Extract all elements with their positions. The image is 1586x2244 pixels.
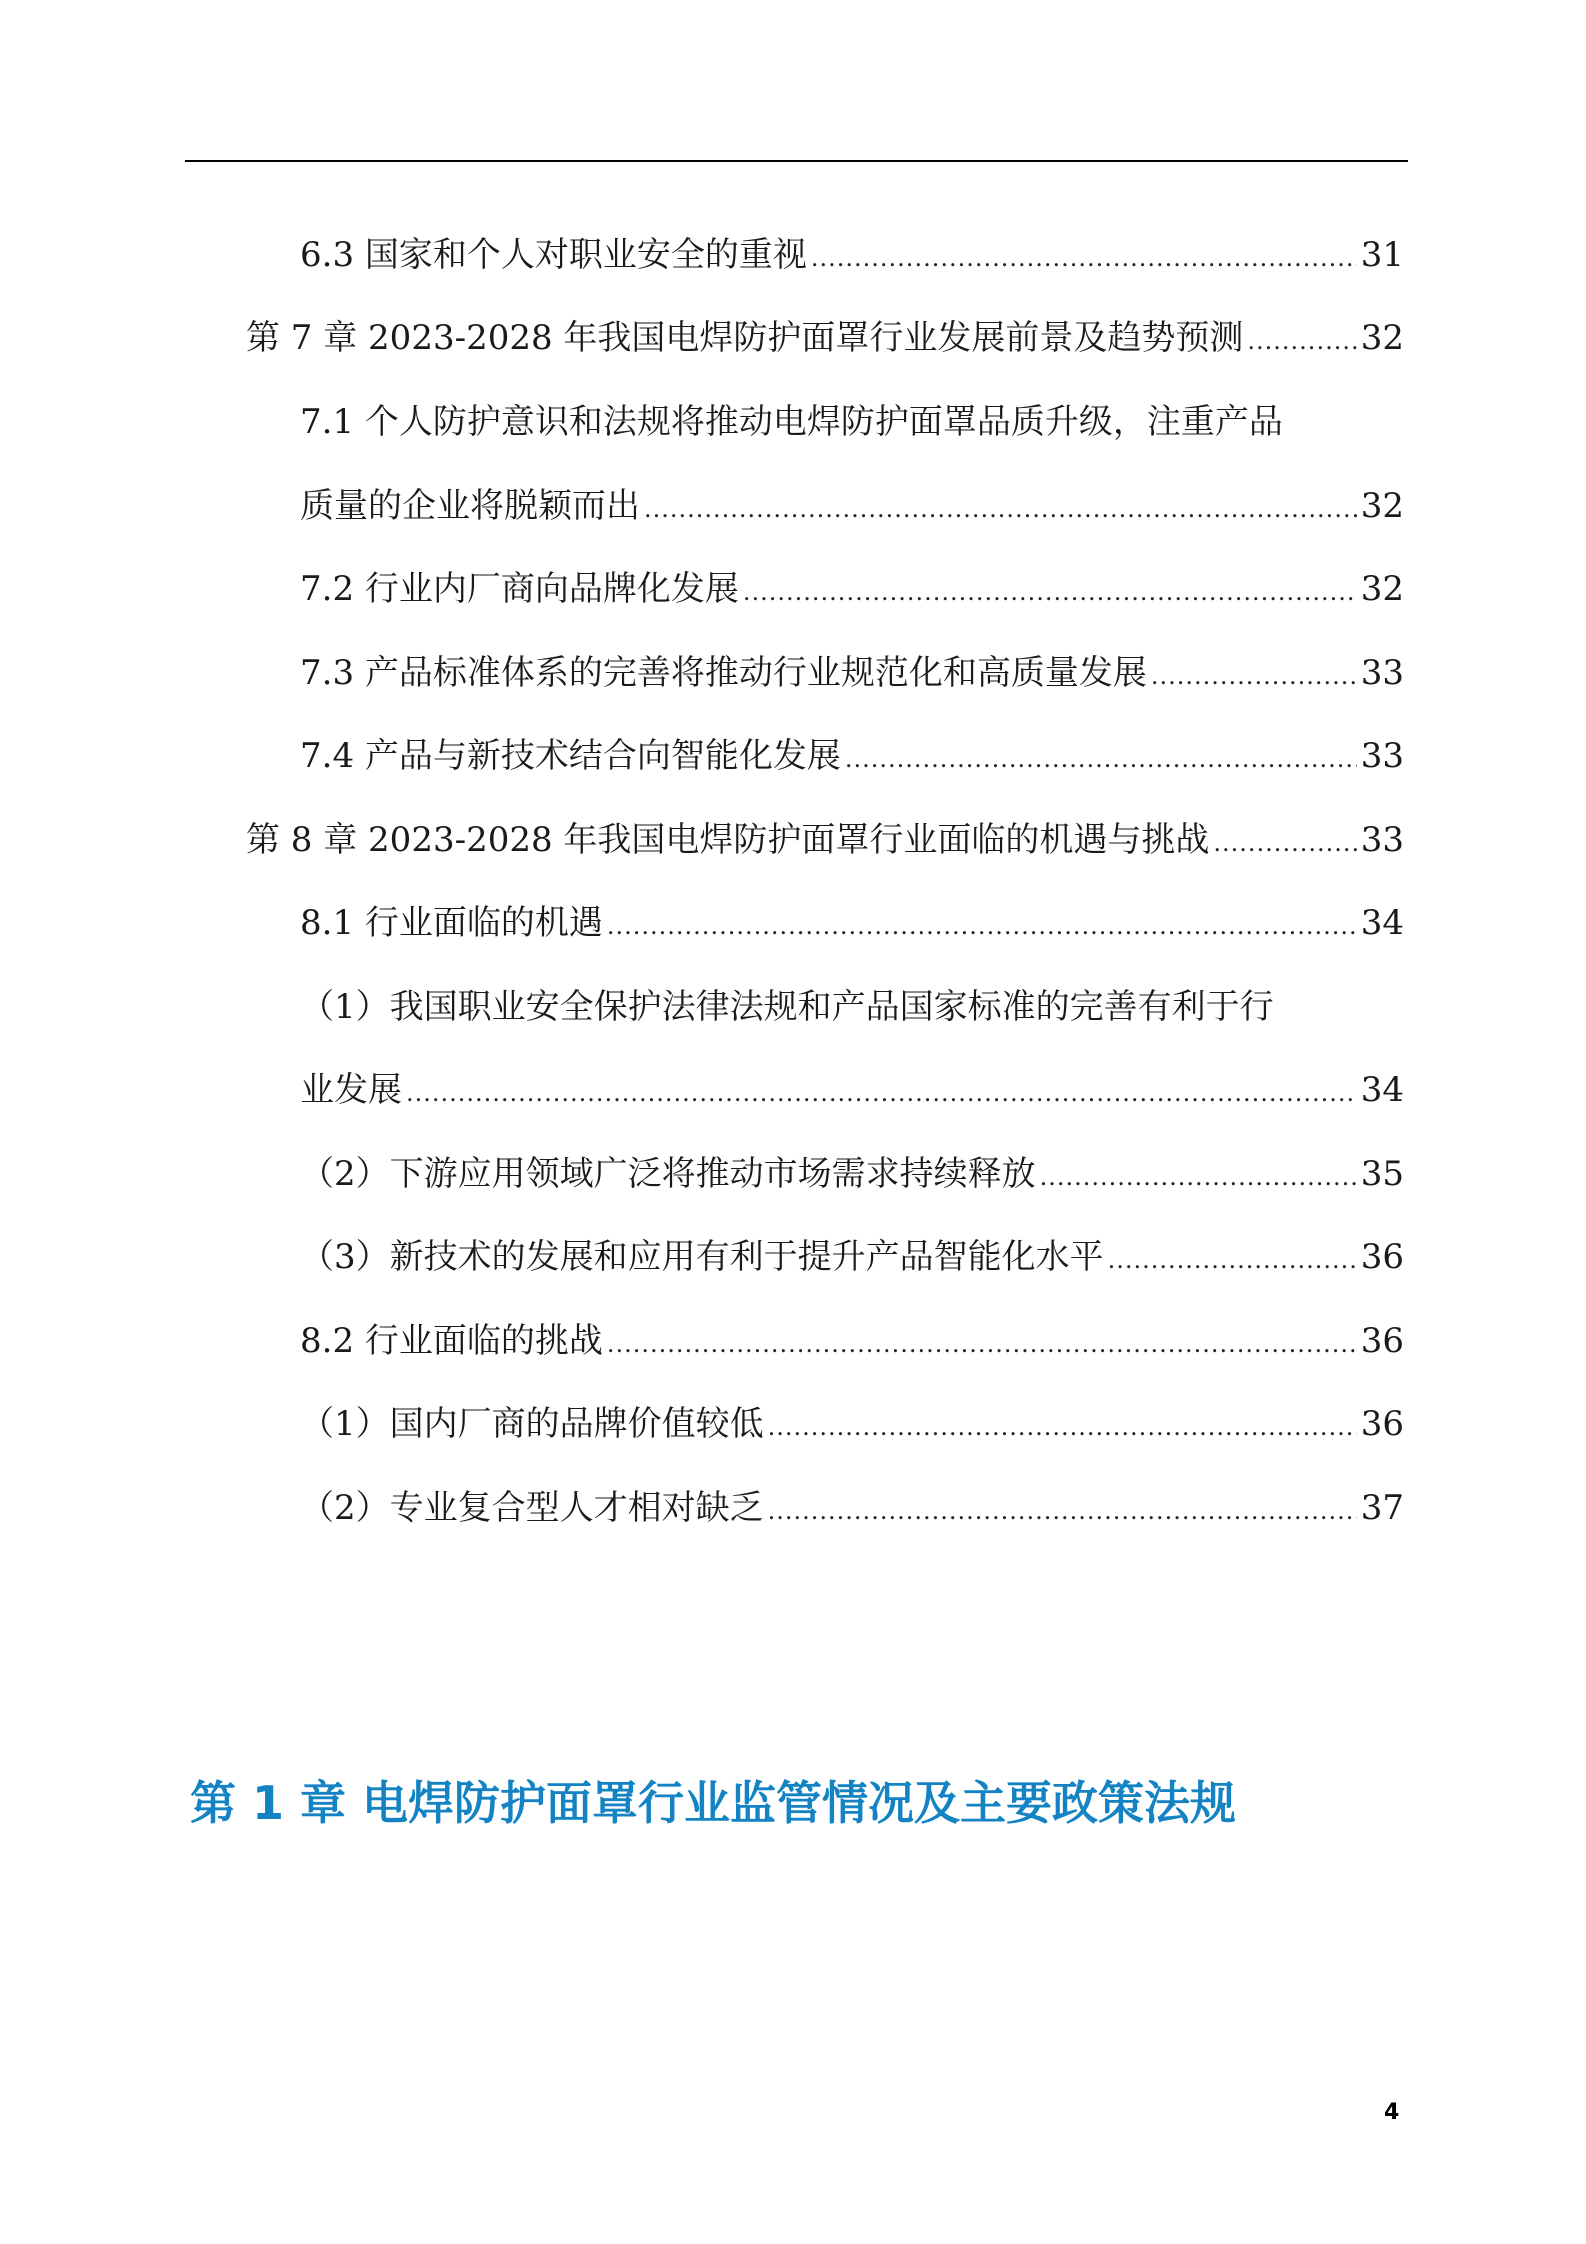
toc-leader-dots <box>811 228 1357 288</box>
toc-leader-dots <box>1247 311 1356 371</box>
toc-entry-8-2[interactable] <box>300 1311 1404 1371</box>
toc-entry-title: 7.2 行业内厂商向品牌化发展 <box>300 569 739 609</box>
toc-leader-dots <box>768 1397 1357 1457</box>
toc-entry-7-1-line1[interactable]: 7.1 个人防护意识和法规将推动电焊防护面罩品质升级，注重产品 <box>300 402 1283 442</box>
toc-entry-title: 质量的企业将脱颖而出 <box>300 486 640 526</box>
toc-leader-dots <box>1040 1147 1357 1207</box>
toc-entry-chapter-8[interactable] <box>246 810 1404 870</box>
toc-entry-title: （2）专业复合型人才相对缺乏 <box>300 1488 764 1528</box>
toc-leader-dots <box>768 1481 1357 1541</box>
toc-page-number: 33 <box>1360 820 1404 860</box>
toc-entry-8-1-1-line2[interactable] <box>300 1060 1404 1120</box>
toc-entry-6-3[interactable] <box>300 225 1404 285</box>
toc-page-number: 37 <box>1360 1488 1404 1528</box>
toc-entry-8-2-1[interactable] <box>300 1394 1404 1454</box>
toc-entry-7-3[interactable] <box>300 643 1404 703</box>
toc-entry-title: （2）下游应用领域广泛将推动市场需求持续释放 <box>300 1154 1036 1194</box>
toc-leader-dots <box>607 896 1357 956</box>
toc-entry-7-4[interactable] <box>300 726 1404 786</box>
toc-page-number: 33 <box>1360 653 1404 693</box>
toc-page-number: 34 <box>1360 1070 1404 1110</box>
toc-page-number: 32 <box>1360 318 1404 358</box>
toc-page-number: 36 <box>1360 1404 1404 1444</box>
toc-leader-dots <box>845 729 1357 789</box>
toc-page-number: 32 <box>1360 486 1404 526</box>
toc-page-number: 36 <box>1360 1237 1404 1277</box>
toc-entry-7-1-line2[interactable] <box>300 476 1404 536</box>
toc-entry-title: 第 8 章 2023-2028 年我国电焊防护面罩行业面临的机遇与挑战 <box>246 820 1210 860</box>
toc-entry-chapter-7[interactable] <box>246 308 1404 368</box>
toc-page-number: 33 <box>1360 736 1404 776</box>
chapter-heading: 第 1 章 电焊防护面罩行业监管情况及主要政策法规 <box>190 1776 1237 1830</box>
toc-leader-dots <box>1108 1230 1357 1290</box>
toc-entry-title: 8.2 行业面临的挑战 <box>300 1321 603 1361</box>
toc-page-number: 34 <box>1360 903 1404 943</box>
toc-page-number: 36 <box>1360 1321 1404 1361</box>
toc-entry-8-2-2[interactable] <box>300 1478 1404 1538</box>
toc-page-number: 35 <box>1360 1154 1404 1194</box>
toc-page-number: 32 <box>1360 569 1404 609</box>
toc-page-number: 31 <box>1360 235 1404 275</box>
toc-entry-8-1[interactable] <box>300 893 1404 953</box>
toc-leader-dots <box>607 1314 1357 1374</box>
toc-entry-title: 7.3 产品标准体系的完善将推动行业规范化和高质量发展 <box>300 653 1147 693</box>
toc-entry-title: 8.1 行业面临的机遇 <box>300 903 603 943</box>
toc-entry-title: 6.3 国家和个人对职业安全的重视 <box>300 235 807 275</box>
toc-entry-title: 业发展 <box>300 1070 402 1110</box>
toc-entry-title: （1）国内厂商的品牌价值较低 <box>300 1404 764 1444</box>
toc-leader-dots <box>743 562 1357 622</box>
toc-entry-title: （3）新技术的发展和应用有利于提升产品智能化水平 <box>300 1237 1104 1277</box>
toc-leader-dots <box>1213 813 1356 873</box>
toc-entry-title: 第 7 章 2023-2028 年我国电焊防护面罩行业发展前景及趋势预测 <box>246 318 1244 358</box>
toc-entry-title: 7.4 产品与新技术结合向智能化发展 <box>300 736 841 776</box>
toc-leader-dots <box>644 479 1357 539</box>
toc-entry-7-2[interactable] <box>300 559 1404 619</box>
toc-entry-8-1-1-line1[interactable]: （1）我国职业安全保护法律法规和产品国家标准的完善有利于行 <box>300 987 1274 1027</box>
toc-entry-8-1-3[interactable] <box>300 1227 1404 1287</box>
page-number: 4 <box>1384 2100 1400 2125</box>
toc-leader-dots <box>406 1063 1357 1123</box>
toc-leader-dots <box>1151 646 1357 706</box>
toc-entry-8-1-2[interactable] <box>300 1144 1404 1204</box>
